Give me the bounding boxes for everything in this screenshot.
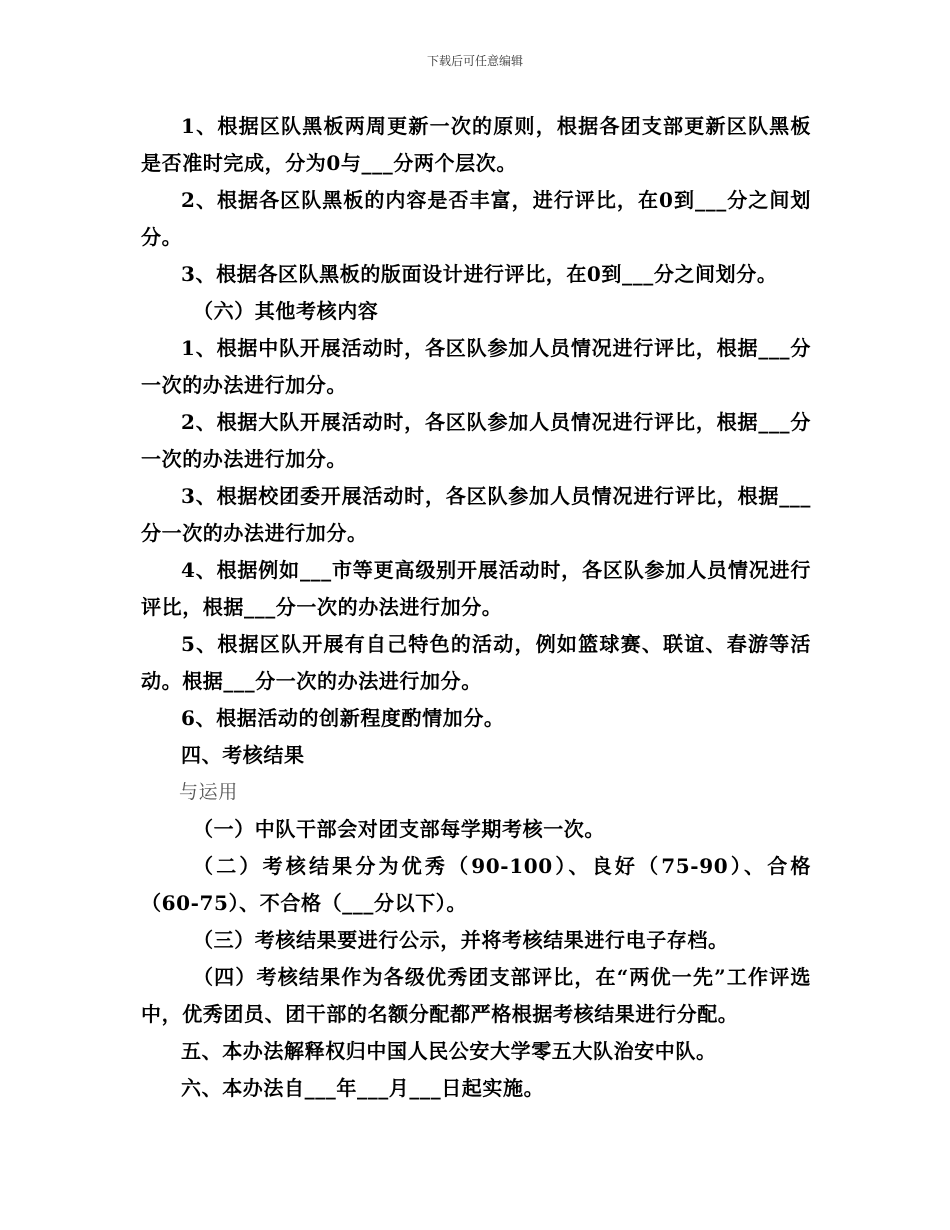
document-body xyxy=(141,108,811,1107)
paragraph: （四）考核结果作为各级优秀团支部评比，在“两优一先”工作评选中，优秀团员、团干部的名额分配都严格根据考核结果进行分配。 xyxy=(141,965,811,1026)
paragraph: 2、根据大队开展活动时，各区队参加人员情况进行评比，根据___分一次的办法进行加分。 xyxy=(141,410,811,471)
paragraph: 1、根据中队开展活动时，各区队参加人员情况进行评比，根据___分一次的办法进行加分。 xyxy=(141,336,811,397)
paragraph: 2、根据各区队黑板的内容是否丰富，进行评比，在0到___分之间划分。 xyxy=(141,188,811,249)
paragraph: 3、根据校团委开展活动时，各区队参加人员情况进行评比，根据___分一次的办法进行加分。 xyxy=(141,484,811,545)
paragraph: 1、根据区队黑板两周更新一次的原则，根据各团支部更新区队黑板是否准时完成，分为0与___分两个层次。 xyxy=(141,114,811,175)
paragraph: 四、考核结果 xyxy=(181,743,305,767)
paragraph: （二）考核结果分为优秀（90-100）、良好（75-90）、合格（60-75）、不合格（___分以下）。 xyxy=(141,854,811,915)
paragraph: 与运用 xyxy=(179,781,238,803)
paragraph: （三）考核结果要进行公示，并将考核结果进行电子存档。 xyxy=(193,928,729,952)
paragraph: 3、根据各区队黑板的版面设计进行评比，在0到___分之间划分。 xyxy=(181,262,778,286)
paragraph: 五、本办法解释权归中国人民公安大学零五大队治安中队。 xyxy=(181,1039,717,1063)
paragraph: 4、根据例如___市等更高级别开展活动时，各区队参加人员情况进行评比，根据___分一次的办法进行加分。 xyxy=(141,558,811,619)
paragraph: 5、根据区队开展有自己特色的活动，例如篮球赛、联谊、春游等活动。根据___分一次的办法进行加分。 xyxy=(141,632,811,693)
paragraph: 6、根据活动的创新程度酌情加分。 xyxy=(181,706,505,730)
paragraph: （一）中队干部会对团支部每学期考核一次。 xyxy=(193,817,605,841)
paragraph: 六、本办法自___年___月___日起实施。 xyxy=(181,1076,545,1100)
paragraph: （六）其他考核内容 xyxy=(193,299,379,323)
page-header: 下载后可任意编辑 xyxy=(426,54,523,68)
